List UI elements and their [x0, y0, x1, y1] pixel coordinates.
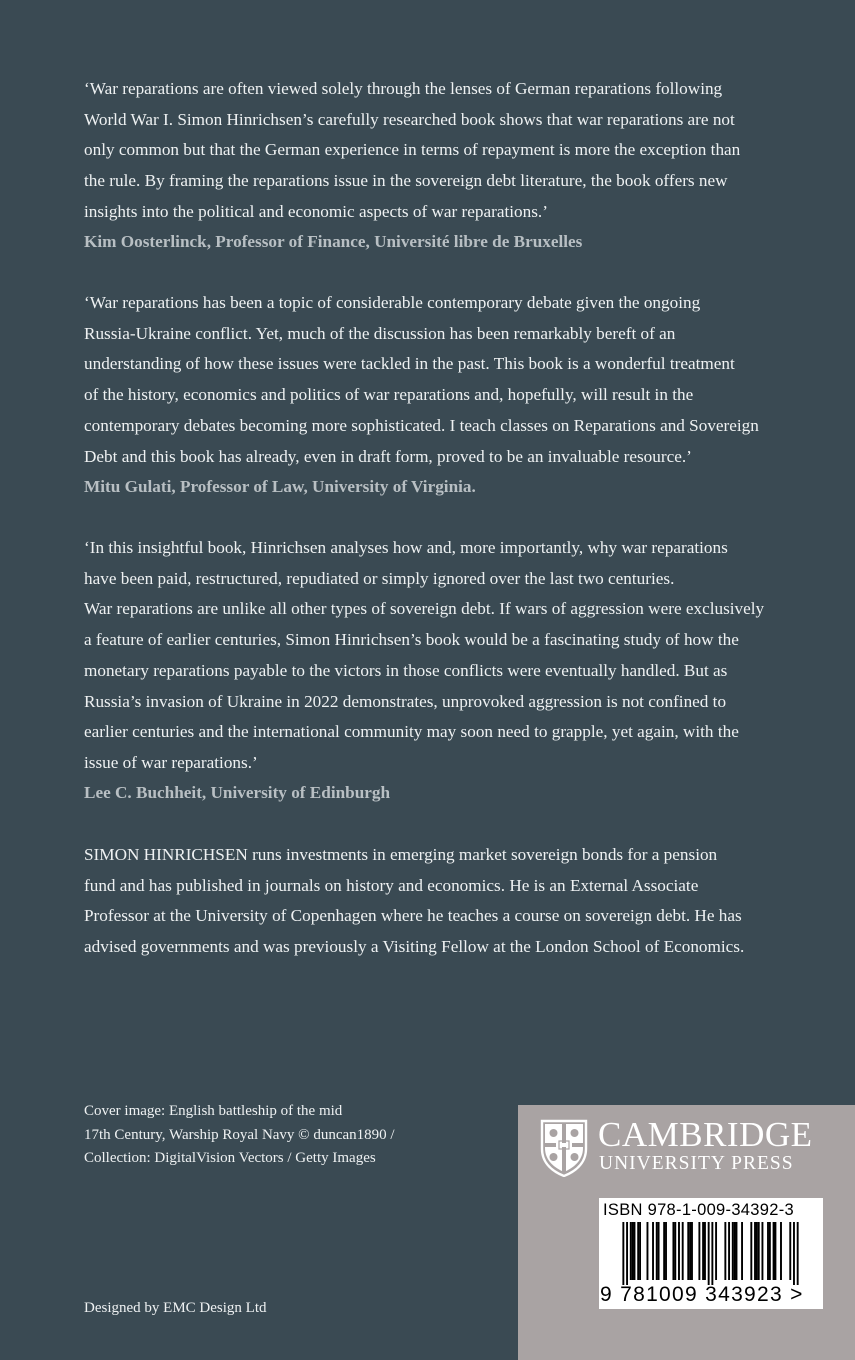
barcode-bar — [704, 1222, 706, 1280]
barcode-bar — [780, 1222, 782, 1280]
barcode-bar — [626, 1222, 628, 1285]
barcode-bar — [658, 1222, 660, 1280]
review-3-attribution: Lee C. Buchheit, University of Edinburgh — [84, 783, 391, 802]
author-bio — [84, 840, 824, 963]
publisher-name: CAMBRIDGE — [598, 1115, 813, 1154]
barcode-bar — [663, 1222, 665, 1280]
barcode-bars — [602, 1222, 806, 1285]
review-2-line: understanding of how these issues were tackled in the past. This book is a wonderful treatment — [84, 354, 735, 374]
barcode-bar — [728, 1222, 730, 1280]
barcode-bar — [702, 1222, 704, 1280]
review-3-line: ‘In this insightful book, Hinrichsen analyses how and, more importantly, why war reparations — [84, 538, 728, 557]
review-3-line: a feature of earlier centuries, Simon Hinrichsen’s book would be a fascinating study of how the — [84, 630, 739, 650]
isbn-barcode — [599, 1198, 823, 1309]
review-2-line: of the history, economics and politics of war reparations and, hopefully, will result in the — [84, 385, 694, 405]
barcode-bar — [761, 1222, 763, 1280]
review-1-line: insights into the political and economic aspects of war reparations.’ — [84, 201, 548, 221]
barcode-bar — [652, 1222, 654, 1280]
barcode-bar — [672, 1222, 674, 1280]
credit-line: Collection: DigitalVision Vectors / Getty Images — [84, 1150, 376, 1166]
barcode-bar — [637, 1222, 639, 1280]
review-2-attribution: Mitu Gulati, Professor of Law, University of Virginia. — [84, 477, 476, 496]
barcode-bar — [732, 1222, 734, 1280]
barcode-bar — [656, 1222, 658, 1280]
review-1-line: the rule. By framing the reparations issue in the sovereign debt literature, the book offers new — [84, 171, 728, 191]
cambridge-crest-icon — [540, 1119, 588, 1177]
review-3-line: earlier centuries and the international community may soon need to grapple, yet again, with the — [84, 722, 739, 742]
barcode-bar — [754, 1222, 756, 1280]
barcode-bar — [715, 1222, 717, 1280]
barcode-bar — [769, 1222, 771, 1280]
barcode-bar — [632, 1222, 634, 1280]
review-3-line: issue of war reparations.’ — [84, 752, 258, 772]
barcode-bar — [750, 1222, 752, 1280]
review-1-quote — [84, 74, 824, 228]
barcode-bar — [724, 1222, 726, 1280]
review-1-line: ‘War reparations are often viewed solely through the lenses of German reparations following — [84, 79, 723, 98]
publisher-subtitle: UNIVERSITY PRESS — [599, 1153, 794, 1174]
review-3-quote — [84, 533, 824, 779]
review-2-line: Debt and this book has already, even in draft form, proved to be an invaluable resource.’ — [84, 446, 692, 466]
barcode-digits: 9 781009 343923 > — [600, 1283, 804, 1306]
cover-image-credit — [84, 1100, 484, 1171]
review-1-line: only common but that the German experience in terms of repayment is more the exception than — [84, 140, 741, 160]
barcode-bar — [682, 1222, 684, 1280]
barcode-bar — [639, 1222, 641, 1280]
review-3-line: War reparations are unlike all other types of sovereign debt. If wars of aggression were exclusively — [84, 599, 765, 619]
barcode-bar — [711, 1222, 713, 1285]
review-2-line: contemporary debates becoming more sophisticated. I teach classes on Reparations and Sovereign — [84, 415, 759, 435]
barcode-bar — [734, 1222, 736, 1280]
bio-line: advised governments and was previously a Visiting Fellow at the London School of Economics. — [84, 937, 745, 957]
publisher-panel — [518, 1105, 855, 1360]
bio-line: Professor at the University of Copenhagen where he teaches a course on sovereign debt. He has — [84, 906, 742, 926]
review-1-attribution: Kim Oosterlinck, Professor of Finance, Université libre de Bruxelles — [84, 232, 583, 251]
barcode-bar — [793, 1222, 795, 1285]
barcode-bar — [789, 1222, 791, 1280]
designer-credit: Designed by EMC Design Ltd — [84, 1300, 267, 1316]
barcode-bar — [774, 1222, 776, 1280]
review-2-line: Russia-Ukraine conflict. Yet, much of the discussion has been remarkably bereft of an — [84, 323, 676, 343]
barcode-bar — [736, 1222, 738, 1280]
review-3-line: monetary reparations payable to the victors in those conflicts were eventually handled. But as — [84, 660, 728, 680]
barcode-bar — [630, 1222, 632, 1280]
bio-line: fund and has published in journals on history and economics. He is an External Associate — [84, 875, 699, 895]
barcode-bar — [698, 1222, 700, 1280]
review-3-line: Russia’s invasion of Ukraine in 2022 demonstrates, unprovoked aggression is not confined to — [84, 691, 727, 711]
barcode-bar — [797, 1222, 799, 1285]
review-2-quote — [84, 288, 824, 472]
barcode-bar — [678, 1222, 680, 1280]
barcode-bar — [687, 1222, 689, 1280]
credit-line: 17th Century, Warship Royal Navy © duncan1890 / — [84, 1126, 395, 1143]
isbn-label: ISBN 978-1-009-34392-3 — [603, 1201, 794, 1219]
bio-line: SIMON HINRICHSEN runs investments in emerging market sovereign bonds for a pension — [84, 845, 718, 864]
barcode-bar — [756, 1222, 758, 1280]
barcode-bar — [708, 1222, 710, 1285]
barcode-bar — [689, 1222, 691, 1280]
barcode-bar — [773, 1222, 775, 1280]
barcode-bar — [634, 1222, 636, 1280]
credit-line: Cover image: English battleship of the mid — [84, 1103, 343, 1119]
review-3-line: have been paid, restructured, repudiated or simply ignored over the last two centuries. — [84, 568, 675, 588]
barcode-bar — [674, 1222, 676, 1280]
barcode-bar — [758, 1222, 760, 1280]
review-1-line: World War I. Simon Hinrichsen’s carefully researched book shows that war reparations are not — [84, 109, 735, 129]
barcode-bar — [767, 1222, 769, 1280]
barcode-bar — [647, 1222, 649, 1280]
review-2-line: ‘War reparations has been a topic of considerable contemporary debate given the ongoing — [84, 293, 701, 312]
barcode-bar — [691, 1222, 693, 1280]
barcode-bar — [741, 1222, 743, 1280]
barcode-bar — [622, 1222, 624, 1285]
barcode-bar — [665, 1222, 667, 1280]
